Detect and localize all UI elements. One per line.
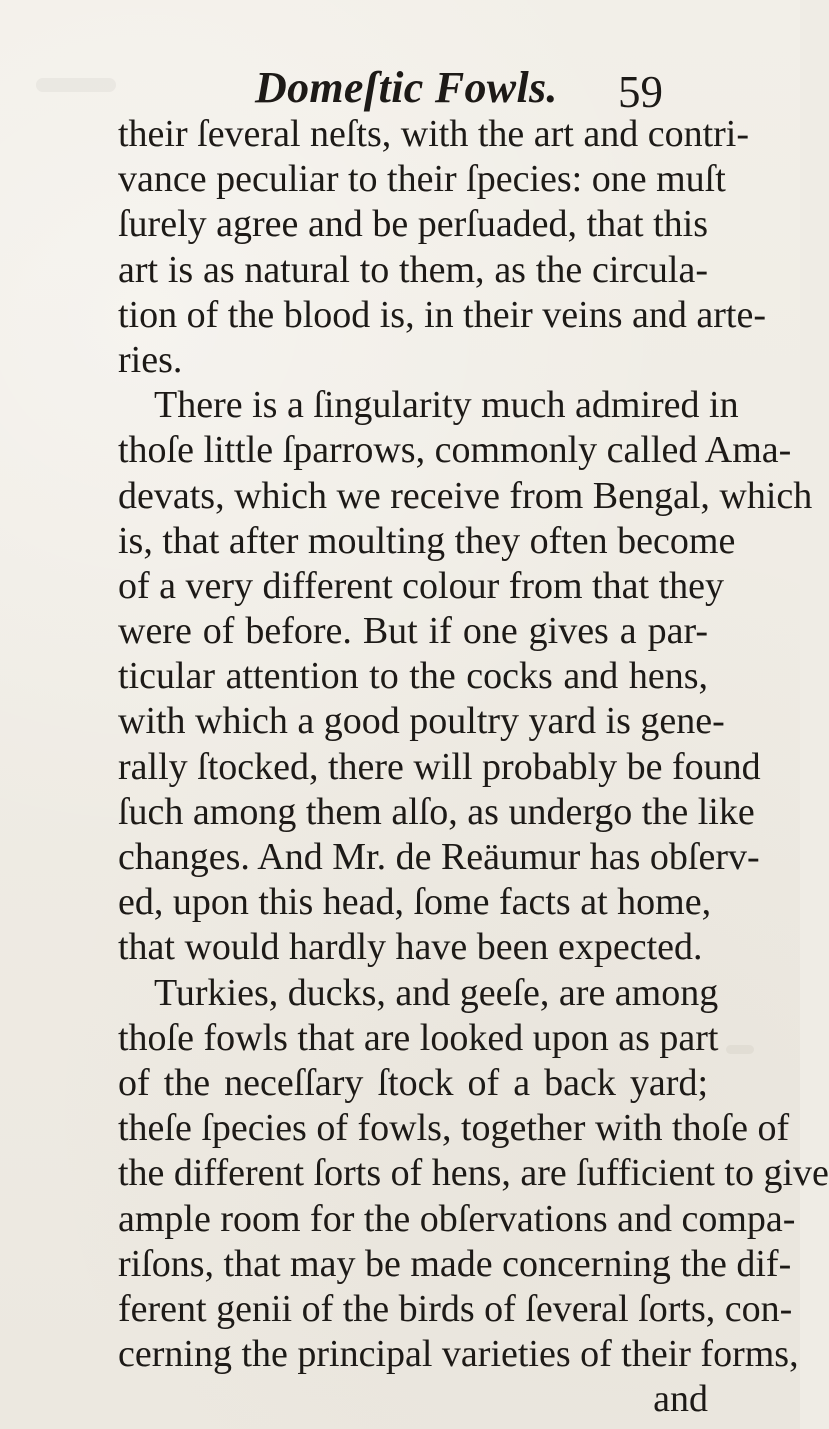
text-line: devats, which we receive from Bengal, which xyxy=(118,474,813,517)
text-line: is, that after moulting they often become xyxy=(118,519,736,562)
paper-stain-right xyxy=(726,1045,754,1054)
catchword: and xyxy=(653,1378,708,1421)
text-line: theſe ſpecies of fowls, together with thoſe of xyxy=(118,1107,790,1150)
paragraph-start-line: There is a ſingularity much admired in xyxy=(154,384,739,427)
text-line: vance peculiar to their ſpecies: one muſt xyxy=(118,158,726,201)
text-line: of the neceſſary ſtock of a back yard; xyxy=(118,1061,708,1104)
text-line: with which a good poultry yard is gene- xyxy=(118,700,725,743)
text-line: ample room for the obſervations and compa- xyxy=(118,1197,796,1240)
text-line: cerning the principal varieties of their forms, xyxy=(118,1333,799,1376)
text-line: art is as natural to them, as the circula- xyxy=(118,248,708,291)
text-line: their ſeveral neſts, with the art and contri- xyxy=(118,113,749,155)
body-text xyxy=(118,112,829,1422)
page-header xyxy=(255,62,663,117)
text-line: changes. And Mr. de Reäumur has obſerv- xyxy=(118,836,760,878)
text-line: were of before. But if one gives a par- xyxy=(118,610,708,653)
text-line: the different ſorts of hens, are ſufficient to give xyxy=(118,1152,829,1195)
text-line: rally ſtocked, there will probably be found xyxy=(118,745,761,788)
text-line: thoſe fowls that are looked upon as part xyxy=(118,1016,719,1059)
paragraph-start-line: Turkies, ducks, and geeſe, are among xyxy=(154,971,719,1014)
text-line: that would hardly have been expected. xyxy=(118,926,703,969)
text-line: ſuch among them alſo, as undergo the like xyxy=(118,790,755,833)
text-line: tion of the blood is, in their veins and arte- xyxy=(118,293,766,336)
paper-stain-top xyxy=(36,78,116,92)
text-line: ticular attention to the cocks and hens, xyxy=(118,655,708,698)
text-line: ries. xyxy=(118,338,183,381)
text-line: thoſe little ſparrows, commonly called Ama- xyxy=(118,429,792,472)
text-line: ferent genii of the birds of ſeveral ſorts, con- xyxy=(118,1287,793,1330)
text-line: of a very different colour from that they xyxy=(118,564,725,607)
running-head: Domeſtic Fowls. xyxy=(255,63,558,112)
text-line: ed, upon this head, ſome facts at home, xyxy=(118,881,712,924)
text-line: riſons, that may be made concerning the dif- xyxy=(118,1242,792,1285)
text-line: ſurely agree and be perſuaded, that this xyxy=(118,203,708,246)
page-number: 59 xyxy=(618,67,663,117)
